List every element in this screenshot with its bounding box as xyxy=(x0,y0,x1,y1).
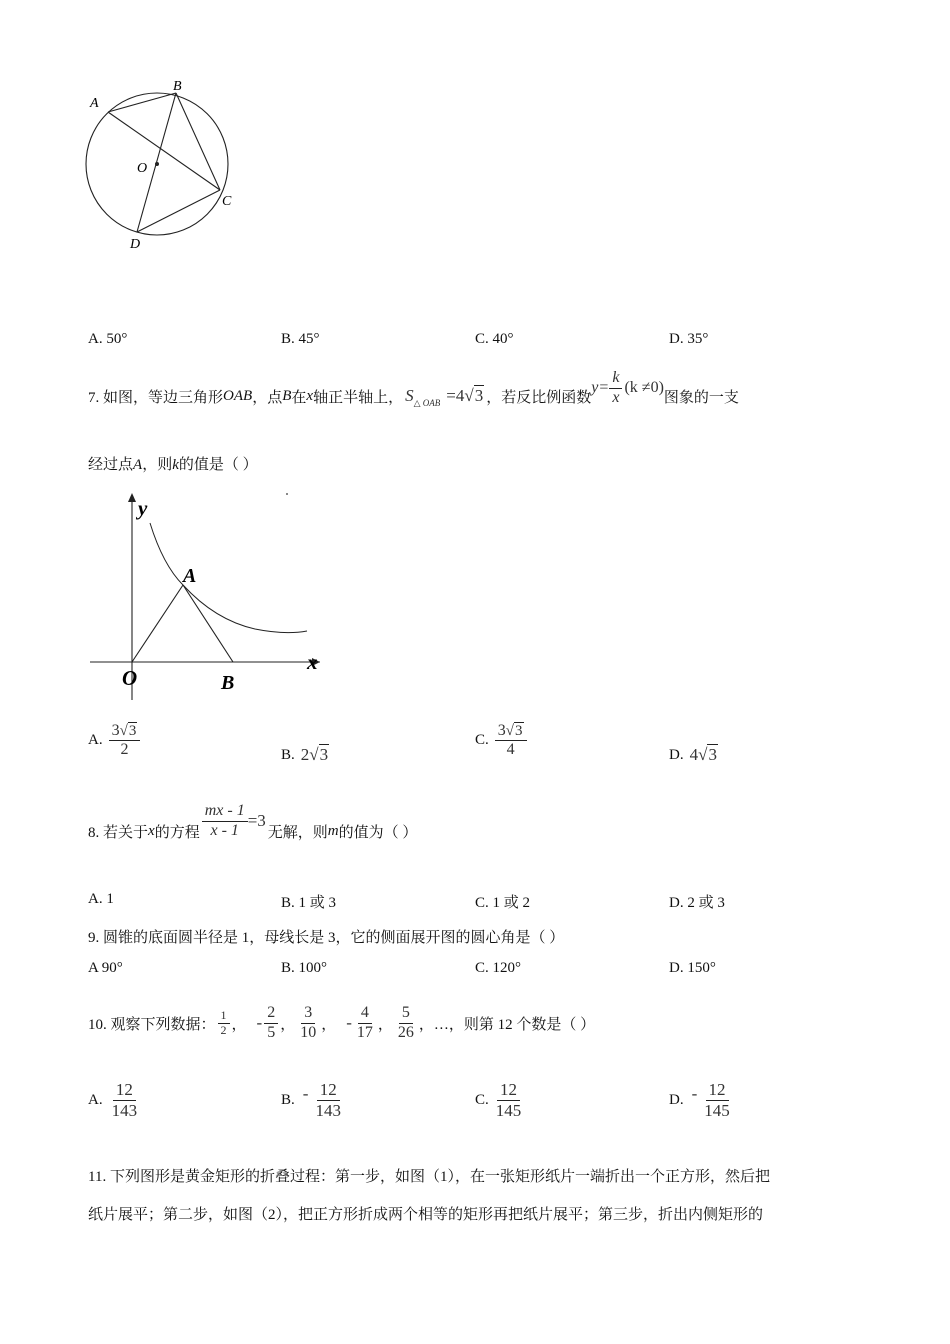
q9-option-d[interactable]: D. 150° xyxy=(669,960,716,976)
q7-func xyxy=(591,369,664,407)
q11-line2: 纸片展平；第二步，如图（2），把正方形折成两个相等的矩形再把纸片展平；第三步，折出内侧矩形的 xyxy=(88,1207,764,1223)
q10-option-a-frac xyxy=(109,1080,141,1120)
q7-option-c-label: C. xyxy=(475,732,489,749)
label-o: O xyxy=(137,161,148,176)
q7-area-sub: △ OAB xyxy=(413,398,441,408)
q9-option-a[interactable]: A 90° xyxy=(88,960,123,976)
label-b: B xyxy=(221,672,235,694)
q7-option-d-label: D. xyxy=(669,746,684,763)
q7-option-d-rad: 3 xyxy=(708,745,717,764)
q7-option-c-coef: 3 xyxy=(497,722,506,739)
q10-sep-3: ， xyxy=(321,1016,337,1033)
q8-stem-d: 的值为（ ） xyxy=(338,824,418,841)
q10-option-b-den: 143 xyxy=(315,1100,341,1120)
q8-option-b[interactable]: B. 1 或 3 xyxy=(281,895,337,911)
segment-ab xyxy=(108,93,176,112)
q10-option-d-label: D. xyxy=(669,1091,684,1108)
q10-stem xyxy=(88,993,595,1053)
q7-stem-part6: 图象的一支 xyxy=(663,389,739,406)
label-d: D xyxy=(130,237,141,252)
q8-stem-c: 无解，则 xyxy=(267,824,328,841)
q10-seq-2-den: 5 xyxy=(267,1023,276,1041)
q7-option-c-den: 4 xyxy=(506,741,515,759)
q10-seq-5-den: 26 xyxy=(397,1023,414,1041)
q7-func-frac xyxy=(609,369,622,407)
q7-line2-b: ，则 xyxy=(142,457,173,473)
q8-stem xyxy=(88,803,417,859)
q10-option-c[interactable] xyxy=(475,1080,524,1120)
q10-sep-4: ， xyxy=(377,1016,393,1033)
q8-x: x xyxy=(148,822,155,839)
q10-option-d-den: 145 xyxy=(704,1100,730,1120)
q7-stem-part3: 在 xyxy=(291,389,307,406)
q9-stem: 9. 圆锥的底面圆半径是 1，母线长是 3，它的侧面展开图的圆心角是（ ） xyxy=(88,930,565,946)
q10-seq-3-num: 3 xyxy=(301,1004,315,1023)
q7-option-a-label: A. xyxy=(88,732,103,749)
hyperbola-curve xyxy=(150,523,307,633)
q7-stem-line2 xyxy=(88,453,258,474)
q8-option-d[interactable]: D. 2 或 3 xyxy=(669,895,725,911)
q7-option-b-coef: 2 xyxy=(300,745,310,764)
stray-dot xyxy=(286,493,288,495)
q7-option-d[interactable] xyxy=(669,745,718,765)
q8-m: m xyxy=(327,822,339,839)
q7-graph-figure xyxy=(85,485,335,700)
q6-option-a[interactable]: A. 50° xyxy=(88,331,128,347)
q10-option-b-frac xyxy=(312,1080,344,1120)
q10-option-c-label: C. xyxy=(475,1091,489,1108)
q8-eq: =3 xyxy=(247,811,266,830)
label-b: B xyxy=(173,79,182,94)
q10-seq-1-num: 1 xyxy=(218,1009,230,1024)
q10-seq-5-num: 5 xyxy=(399,1004,413,1023)
q7-area-formula xyxy=(405,386,484,406)
q10-seq-5 xyxy=(395,1004,417,1042)
q10-option-c-frac xyxy=(493,1080,525,1120)
q7-area-eq: =4 xyxy=(446,386,465,405)
q7-func-x: x xyxy=(612,388,620,406)
q10-seq-4-sign: - xyxy=(346,1013,352,1032)
q7-stem-part5: ，若反比例函数 xyxy=(486,389,592,406)
q7-oab: OAB xyxy=(223,387,253,404)
q7-line2-c: 的值是（ ） xyxy=(178,457,258,473)
q10-option-c-num: 12 xyxy=(497,1080,520,1101)
q7-stem-part1: 7. 如图，等边三角形 xyxy=(88,389,224,406)
segment-dc xyxy=(137,190,220,232)
q9-option-c[interactable]: C. 120° xyxy=(475,960,522,976)
q10-option-a-num: 12 xyxy=(113,1080,136,1101)
q10-sep-2: ， xyxy=(280,1016,296,1033)
q7-k: k xyxy=(172,457,179,473)
q7-option-d-value: 4√3 xyxy=(689,745,717,764)
label-a: A xyxy=(183,565,197,587)
q10-sep-1: ， xyxy=(231,1016,247,1033)
center-dot xyxy=(155,162,159,166)
q7-area-s: S xyxy=(405,386,414,405)
q7-func-k: k xyxy=(609,369,622,388)
q7-line2-a: 经过点 xyxy=(88,457,134,473)
q7-func-cond: (k ≠0) xyxy=(624,379,664,396)
q7-option-b-value: 2√3 xyxy=(300,745,329,764)
label-y: y xyxy=(138,496,148,520)
q10-option-b-num: 12 xyxy=(317,1080,340,1101)
q10-option-a[interactable] xyxy=(88,1080,140,1120)
q7-option-c-rad: 3 xyxy=(515,723,523,739)
q10-option-d-sign: - xyxy=(691,1084,698,1104)
q10-seq-4-den: 17 xyxy=(356,1023,373,1041)
q7-area-rad: √3 xyxy=(464,386,484,405)
segment-bc xyxy=(176,93,220,190)
q8-option-a[interactable]: A. 1 xyxy=(88,891,114,907)
q7-func-eq: = xyxy=(599,379,609,396)
q7-option-b-rad: 3 xyxy=(319,745,329,764)
segment-ab xyxy=(183,585,233,662)
q10-option-d-frac xyxy=(701,1080,733,1120)
q10-seq-2-sign: - xyxy=(256,1013,263,1032)
segment-ac xyxy=(108,112,220,190)
q7-b: B xyxy=(282,387,292,404)
q10-option-d-num: 12 xyxy=(706,1080,729,1101)
q8-frac xyxy=(202,802,248,840)
q7-option-a-frac: $\frac{3√3}{2}$ xyxy=(109,722,141,760)
q10-seq-3-den: 10 xyxy=(300,1023,317,1041)
q6-option-d[interactable]: D. 35° xyxy=(669,331,709,347)
q10-seq-4 xyxy=(354,1004,376,1042)
label-o: O xyxy=(122,666,138,690)
q10-option-a-den: 143 xyxy=(111,1100,138,1120)
q7-option-a-coef: 3 xyxy=(111,722,120,739)
q10-option-b[interactable] xyxy=(281,1080,344,1120)
q7-point-a: A xyxy=(133,457,143,473)
q6-option-c[interactable]: C. 40° xyxy=(475,331,514,347)
q10-seq-2 xyxy=(264,1004,278,1042)
q7-stem-part2: ，点 xyxy=(252,389,283,406)
q7-func-y: y xyxy=(591,379,599,396)
y-axis-arrow xyxy=(128,493,136,502)
q10-option-a-label: A. xyxy=(88,1091,103,1108)
q10-seq-2-num: 2 xyxy=(264,1004,278,1023)
q10-option-d[interactable] xyxy=(669,1080,733,1120)
q10-stem-a: 10. 观察下列数据： xyxy=(88,1016,216,1033)
q10-seq-1-den: 2 xyxy=(220,1022,227,1037)
q8-frac-num: mx - 1 xyxy=(202,802,248,821)
label-c: C xyxy=(222,194,232,209)
q10-seq-3 xyxy=(297,1004,319,1042)
q10-seq-4-num: 4 xyxy=(358,1004,372,1023)
q6-option-b[interactable]: B. 45° xyxy=(281,331,320,347)
q11-line1: 11. 下列图形是黄金矩形的折叠过程：第一步，如图（1），在一张矩形纸片一端折出一个正方形，然后把 xyxy=(88,1169,770,1185)
q7-option-b[interactable] xyxy=(281,745,329,765)
q8-stem-a: 8. 若关于 xyxy=(88,824,149,841)
label-x: x xyxy=(307,650,318,674)
q8-frac-den: x - 1 xyxy=(210,821,239,839)
q10-option-b-label: B. xyxy=(281,1091,295,1108)
q7-option-b-label: B. xyxy=(281,746,295,763)
q10-stem-b: ，…，则第 12 个数是（ ） xyxy=(418,1016,596,1033)
q8-stem-b: 的方程 xyxy=(154,824,200,841)
q7-option-c-frac: $\frac{3√3}{4}$ xyxy=(495,722,527,760)
q7-option-d-coef: 4 xyxy=(689,745,699,764)
q6-circle-figure xyxy=(80,75,250,255)
q10-seq-1 xyxy=(218,1009,230,1038)
q7-option-a-den: 2 xyxy=(120,741,129,759)
label-a: A xyxy=(90,96,99,111)
q7-option-c[interactable] xyxy=(475,722,527,760)
q7-stem-line1 xyxy=(88,366,739,426)
segment-oa xyxy=(132,585,183,662)
q8-option-c[interactable]: C. 1 或 2 xyxy=(475,895,531,911)
q7-option-a[interactable] xyxy=(88,722,140,760)
q10-option-b-sign: - xyxy=(302,1084,309,1104)
q7-option-a-rad: 3 xyxy=(128,723,137,739)
q9-option-b[interactable]: B. 100° xyxy=(281,960,328,976)
q10-option-c-den: 145 xyxy=(495,1100,522,1120)
q7-x: x xyxy=(306,387,314,404)
q8-equation xyxy=(202,802,266,840)
q7-stem-part4: 轴正半轴上， xyxy=(313,389,404,406)
